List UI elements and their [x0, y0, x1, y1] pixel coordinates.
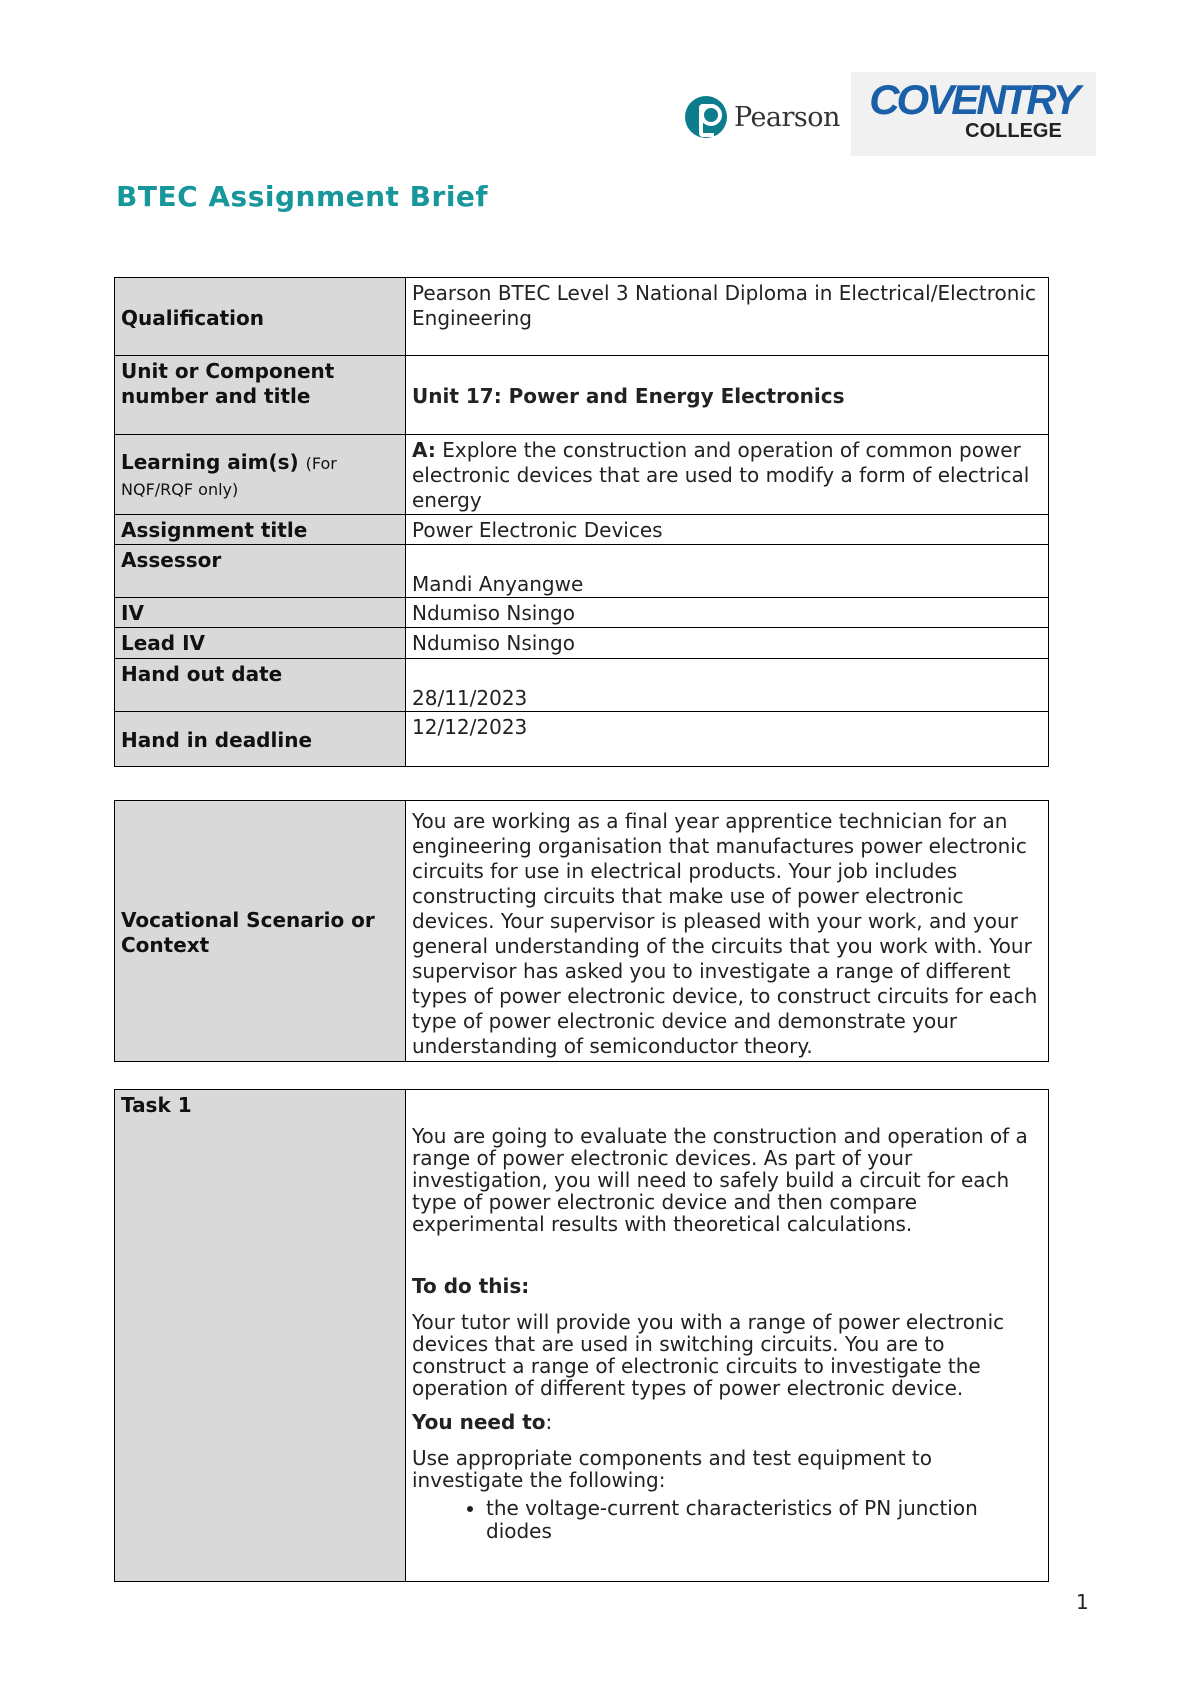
- learning-aim-row: [115, 435, 1049, 515]
- learning-aim-label-text: Learning aim(s): [121, 450, 299, 474]
- hand-in-value: 12/12/2023: [406, 712, 1049, 767]
- qualification-row: [115, 278, 1049, 356]
- hand-out-label: Hand out date: [115, 659, 406, 712]
- hand-out-value: 28/11/2023: [406, 659, 1049, 712]
- need-text: Use appropriate components and test equipment to investigate the following:: [412, 1446, 932, 1492]
- lead-iv-row: [115, 628, 1049, 659]
- hand-in-label: Hand in deadline: [115, 712, 406, 767]
- pearson-wordmark: Pearson: [734, 101, 840, 133]
- assignment-title-row: [115, 515, 1049, 545]
- learning-aim-label: [115, 435, 406, 515]
- assessor-row: [115, 545, 1049, 598]
- coventry-college-logo: [851, 72, 1096, 156]
- task-content: [406, 1090, 1049, 1582]
- scenario-text: You are working as a final year apprentice technician for an engineering organisation that manufactures power electronic circuits for use in electrical products. Your job includes constructing circuits that make use of power electronic devices. Your supervisor is pleased with your work, and your general understanding of the circuits that you work with. Your supervisor has asked you to investigate a range of different types of power electronic device, to construct circuits for each type of power electronic device and demonstrate your understanding of semiconductor theory.: [406, 801, 1049, 1062]
- header-logos: [685, 72, 1095, 160]
- task-label: Task 1: [115, 1090, 406, 1582]
- need-heading-line: [412, 1411, 1042, 1433]
- details-table: [114, 277, 1049, 767]
- iv-label: IV: [115, 598, 406, 628]
- task-table: [114, 1089, 1049, 1582]
- document-title: BTEC Assignment Brief: [116, 180, 489, 213]
- need-heading-colon: :: [545, 1410, 553, 1434]
- scenario-label: Vocational Scenario or Context: [115, 801, 406, 1062]
- college-wordmark: COLLEGE: [965, 120, 1062, 142]
- learning-aim-note: (For NQF/RQF only): [121, 454, 337, 499]
- learning-aim-value: [406, 435, 1049, 515]
- need-heading: You need to: [412, 1410, 546, 1434]
- list-item: • the voltage-current characteristics of PN junction diodes: [486, 1497, 1042, 1543]
- unit-row: [115, 356, 1049, 435]
- iv-row: [115, 598, 1049, 628]
- qualification-value: Pearson BTEC Level 3 National Diploma in Electrical/Electronic Engineering: [406, 278, 1049, 356]
- task-intro: You are going to evaluate the construction and operation of a range of power electronic devices. As part of your investigation, you will need to safely build a circuit for each type of power electronic device and then compare experimental results with theoretical calculations.: [412, 1124, 1028, 1236]
- assignment-title-value: Power Electronic Devices: [406, 515, 1049, 545]
- page-number: 1: [1076, 1590, 1089, 1614]
- unit-value: Unit 17: Power and Energy Electronics: [406, 356, 1049, 435]
- coventry-wordmark: COVENTRY: [869, 76, 1078, 123]
- pearson-logo: [685, 92, 845, 142]
- learning-aim-text: Explore the construction and operation of common power electronic devices that are used to modify a form of electrical energy: [412, 438, 1030, 512]
- assignment-title-label: Assignment title: [115, 515, 406, 545]
- qualification-label: Qualification: [115, 278, 406, 356]
- todo-heading: To do this:: [412, 1274, 530, 1298]
- scenario-table: [114, 800, 1049, 1062]
- task-row: [115, 1090, 1049, 1582]
- hand-in-row: [115, 712, 1049, 767]
- assessor-value: Mandi Anyangwe: [406, 545, 1049, 598]
- lead-iv-value: Ndumiso Nsingo: [406, 628, 1049, 659]
- hand-out-row: [115, 659, 1049, 712]
- lead-iv-label: Lead IV: [115, 628, 406, 659]
- pearson-mark-icon: [685, 96, 727, 138]
- iv-value: Ndumiso Nsingo: [406, 598, 1049, 628]
- todo-text: Your tutor will provide you with a range of power electronic devices that are used in switching circuits. You are to construct a range of electronic circuits to investigate the operation of different types of power electronic device.: [412, 1310, 1005, 1400]
- assessor-label: Assessor: [115, 545, 406, 598]
- learning-aim-prefix: A:: [412, 438, 436, 462]
- scenario-row: [115, 801, 1049, 1062]
- unit-label: Unit or Component number and title: [115, 356, 406, 435]
- task-bullet-list: [412, 1497, 1042, 1543]
